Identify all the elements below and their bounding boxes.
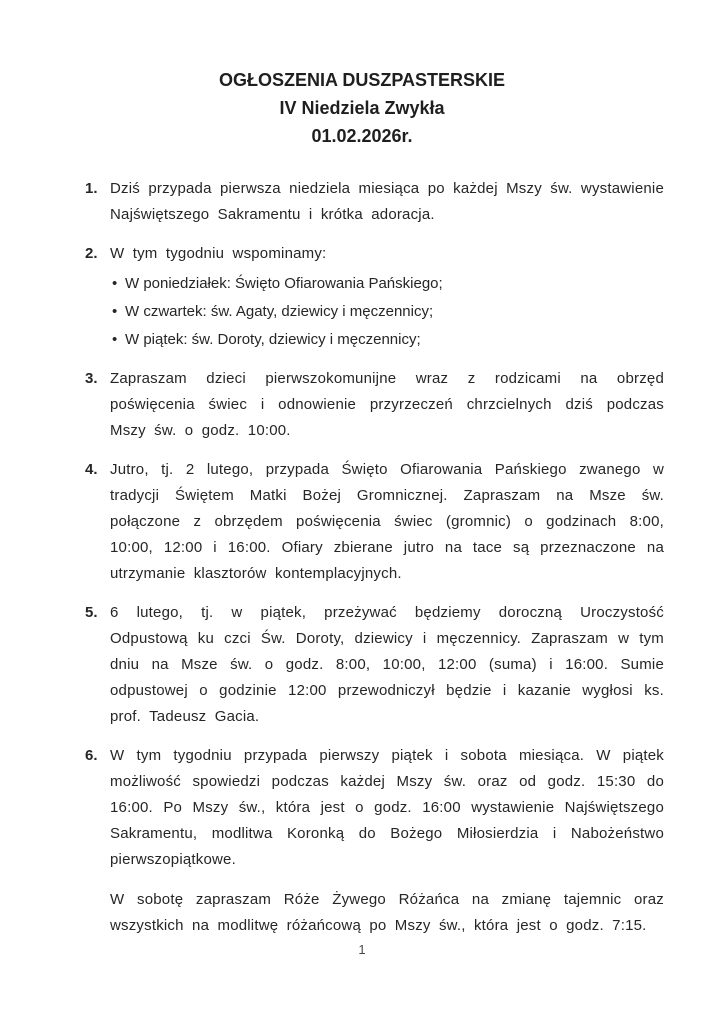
document-subtitle: IV Niedziela Zwykła: [279, 98, 445, 118]
announcement-item-1: [85, 176, 664, 228]
bullet-text: W piątek: św. Doroty, dziewicy i męczennicy;: [125, 331, 421, 348]
item-number: 5.: [85, 604, 98, 621]
item-number: 2.: [85, 245, 98, 262]
item-paragraph: W tym tygodniu przypada pierwszy piątek i sobota miesiąca. W piątek możliwość spowiedzi podczas każdej Mszy św. oraz od godz. 15:30 do 16:00. Po Mszy św., która jest o godz. 16:00 wystawienie Najświętszego Sakramentu, modlitwa Koronką do Bożego Miłosierdzia i Nabożeństwo pierwszopiątkowe.: [110, 747, 664, 868]
document-title: OGŁOSZENIA DUSZPASTERSKIE: [218, 70, 506, 90]
item-number: 6.: [85, 747, 98, 764]
bullet-item: [110, 271, 664, 297]
item-paragraph: 6 lutego, tj. w piątek, przeżywać będziemy doroczną Uroczystość Odpustową ku czci Św. Doroty, dziewicy i męczennicy. Zapraszam w tym dniu na Msze św. o godz. 8:00, 10:00, 12:00 (suma) i 16:00. Sumie odpustowej o godzinie 12:00 przewodniczył będzie i kazanie wygłosi ks. prof. Tadeusz Gacia.: [110, 604, 664, 725]
bullet-icon: •: [112, 331, 118, 348]
bullet-item: [110, 299, 664, 325]
document-date: 01.02.2026r.: [311, 126, 413, 146]
page-number: 1: [358, 942, 366, 957]
item-paragraph: W tym tygodniu wspominamy:: [110, 245, 327, 262]
bullet-list: [110, 271, 664, 353]
item-paragraph: W sobotę zapraszam Róże Żywego Różańca na zmianę tajemnic oraz wszystkich na modlitwę różańcową po Mszy św., która jest o godz. 7:15.: [110, 891, 664, 934]
bullet-icon: •: [112, 303, 118, 320]
item-paragraph: Jutro, tj. 2 lutego, przypada Święto Ofiarowania Pańskiego zwanego w tradycji Świętem Matki Bożej Gromnicznej. Zapraszam na Msze św. połączone z obrzędem poświęcenia świec (gromnic) o godzinach 8:00, 10:00, 12:00 i 16:00. Ofiary zbierane jutro na tace są przeznaczone na utrzymanie klasztorów kontemplacyjnych.: [110, 461, 664, 582]
bullet-item: [110, 327, 664, 353]
announcement-item-5: [85, 600, 664, 730]
bullet-text: W poniedziałek: Święto Ofiarowania Pańskiego;: [125, 275, 443, 292]
item-number: 4.: [85, 461, 98, 478]
item-number: 1.: [85, 180, 98, 197]
item-paragraph: Dziś przypada pierwsza niedziela miesiąca po każdej Mszy św. wystawienie Najświętszego Sakramentu i krótka adoracja.: [110, 180, 664, 223]
bullet-icon: •: [112, 275, 118, 292]
announcement-item-4: [85, 457, 664, 587]
announcement-item-2: [85, 241, 664, 353]
announcements-list: [85, 176, 664, 939]
item-paragraph: Zapraszam dzieci pierwszokomunijne wraz z rodzicami na obrzęd poświęcenia świec i odnowienie przyrzeczeń chrzcielnych dziś podczas Mszy św. o godz. 10:00.: [110, 370, 664, 439]
announcement-item-6: [85, 743, 664, 939]
announcement-item-3: [85, 366, 664, 444]
document-header: [0, 66, 724, 150]
item-number: 3.: [85, 370, 98, 387]
bullet-text: W czwartek: św. Agaty, dziewicy i męczennicy;: [125, 303, 434, 320]
